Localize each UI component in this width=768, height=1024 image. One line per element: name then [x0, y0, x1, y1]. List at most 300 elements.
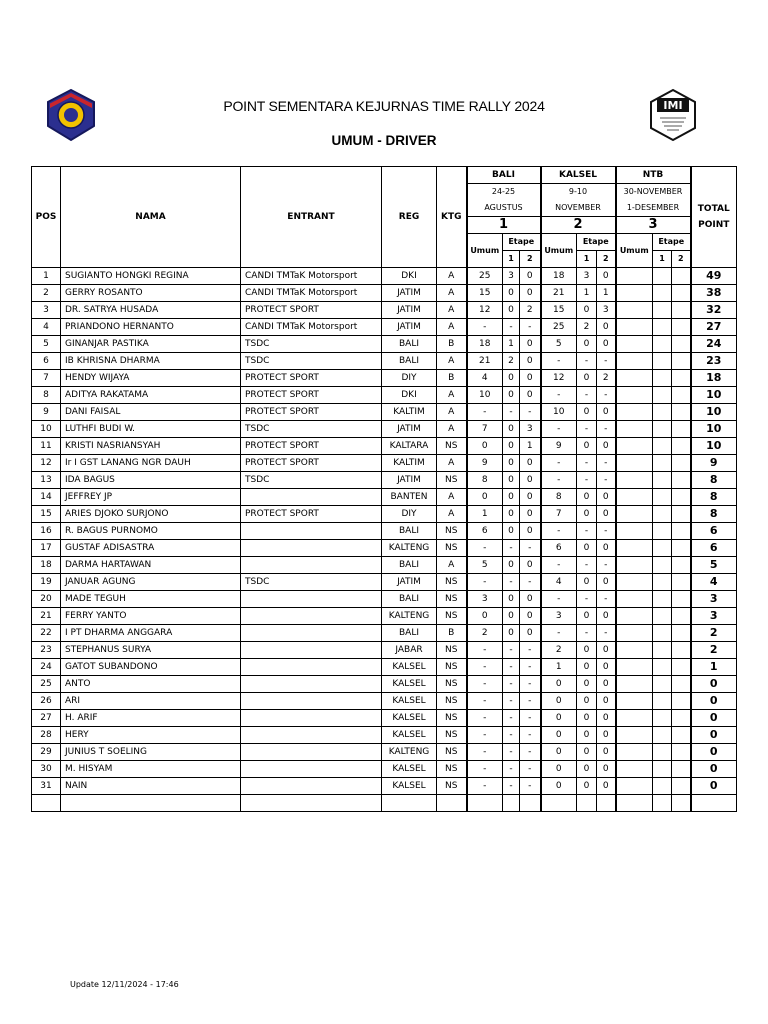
table-row [32, 761, 737, 778]
cell-bali-etape1: 0 [503, 608, 520, 625]
cell-ntb-etape1 [653, 370, 672, 387]
cell-bali-etape1: 3 [503, 268, 520, 285]
cell-ntb-etape1 [653, 353, 672, 370]
cell-ntb-etape2 [672, 795, 691, 812]
cell-bali-etape1: 0 [503, 387, 520, 404]
table-row [32, 387, 737, 404]
cell-bali-etape1: 0 [503, 370, 520, 387]
cell-nama: JANUAR AGUNG [61, 574, 241, 591]
cell-bali-etape2: 0 [520, 268, 541, 285]
cell-total-point: 8 [691, 506, 737, 523]
cell-nama: LUTHFI BUDI W. [61, 421, 241, 438]
cell-entrant: CANDI TMTaK Motorsport [241, 285, 382, 302]
cell-reg: KALTENG [382, 540, 437, 557]
col-header-umum-bali: Umum [467, 234, 503, 268]
cell-nama: STEPHANUS SURYA [61, 642, 241, 659]
cell-bali-etape2: - [520, 710, 541, 727]
cell-pos: 19 [32, 574, 61, 591]
cell-ntb-etape1 [653, 795, 672, 812]
cell-kalsel-umum: - [541, 557, 577, 574]
cell-bali-umum: 12 [467, 302, 503, 319]
cell-bali-etape2: 3 [520, 421, 541, 438]
col-header-etape1-bali: 1 [503, 251, 520, 268]
cell-kalsel-umum: 6 [541, 540, 577, 557]
cell-nama: Ir I GST LANANG NGR DAUH [61, 455, 241, 472]
cell-bali-etape2: 0 [520, 591, 541, 608]
cell-entrant [241, 778, 382, 795]
cell-ktg: B [437, 370, 467, 387]
cell-ktg: NS [437, 676, 467, 693]
event-date2-bali: AGUSTUS [484, 203, 523, 212]
cell-total-point: 0 [691, 744, 737, 761]
cell-bali-umum: 10 [467, 387, 503, 404]
cell-kalsel-etape2: 0 [597, 438, 616, 455]
last-update-timestamp: Update 12/11/2024 - 17:46 [70, 980, 179, 989]
cell-bali-etape1: 0 [503, 421, 520, 438]
cell-bali-umum: - [467, 693, 503, 710]
cell-ktg: NS [437, 778, 467, 795]
cell-pos: 3 [32, 302, 61, 319]
cell-kalsel-umum: 15 [541, 302, 577, 319]
cell-entrant [241, 540, 382, 557]
cell-pos: 8 [32, 387, 61, 404]
cell-ktg: A [437, 404, 467, 421]
cell-total-point: 6 [691, 523, 737, 540]
cell-ntb-etape2 [672, 336, 691, 353]
cell-ntb-etape2 [672, 523, 691, 540]
cell-reg: JATIM [382, 421, 437, 438]
col-header-etape-ntb: Etape [653, 234, 691, 251]
cell-nama: GATOT SUBANDONO [61, 659, 241, 676]
cell-kalsel-etape1: 0 [577, 676, 597, 693]
svg-text:IMI: IMI [663, 99, 683, 112]
cell-reg: KALSEL [382, 710, 437, 727]
cell-ntb-umum [616, 574, 653, 591]
cell-kalsel-umum: 0 [541, 710, 577, 727]
cell-bali-etape2: - [520, 540, 541, 557]
table-row [32, 557, 737, 574]
cell-bali-etape1: 0 [503, 285, 520, 302]
cell-total-point: 0 [691, 778, 737, 795]
cell-kalsel-umum: 1 [541, 659, 577, 676]
cell-ntb-umum [616, 625, 653, 642]
cell-reg: JATIM [382, 574, 437, 591]
cell-entrant: PROTECT SPORT [241, 302, 382, 319]
cell-pos: 12 [32, 455, 61, 472]
cell-ntb-etape1 [653, 404, 672, 421]
cell-ntb-etape1 [653, 302, 672, 319]
cell-kalsel-etape2: 0 [597, 268, 616, 285]
table-row [32, 353, 737, 370]
cell-nama: DANI FAISAL [61, 404, 241, 421]
cell-pos: 29 [32, 744, 61, 761]
cell-kalsel-umum: 10 [541, 404, 577, 421]
cell-ntb-etape1 [653, 659, 672, 676]
table-row [32, 693, 737, 710]
cell-ktg: A [437, 353, 467, 370]
cell-ntb-umum [616, 302, 653, 319]
table-row [32, 285, 737, 302]
cell-ntb-etape1 [653, 591, 672, 608]
cell-bali-etape1 [503, 795, 520, 812]
cell-ktg: A [437, 455, 467, 472]
cell-reg: KALSEL [382, 727, 437, 744]
cell-kalsel-etape2: - [597, 421, 616, 438]
cell-ntb-umum [616, 727, 653, 744]
cell-kalsel-umum: 0 [541, 761, 577, 778]
cell-ntb-etape1 [653, 387, 672, 404]
cell-kalsel-etape1: - [577, 455, 597, 472]
cell-kalsel-etape2: 0 [597, 642, 616, 659]
table-row [32, 591, 737, 608]
cell-ntb-etape2 [672, 693, 691, 710]
cell-kalsel-etape1: 0 [577, 540, 597, 557]
cell-kalsel-etape1: 0 [577, 302, 597, 319]
cell-pos [32, 795, 61, 812]
event-dates-bali [467, 184, 541, 217]
cell-bali-umum: 3 [467, 591, 503, 608]
cell-entrant: TSDC [241, 421, 382, 438]
standings-table [31, 166, 737, 812]
cell-bali-etape2: 0 [520, 523, 541, 540]
cell-bali-umum: 4 [467, 370, 503, 387]
cell-reg: KALTIM [382, 404, 437, 421]
cell-ntb-umum [616, 353, 653, 370]
cell-kalsel-umum: 25 [541, 319, 577, 336]
cell-kalsel-umum: - [541, 591, 577, 608]
cell-total-point: 32 [691, 302, 737, 319]
cell-ktg: NS [437, 438, 467, 455]
cell-reg: KALTENG [382, 608, 437, 625]
page-title: POINT SEMENTARA KEJURNAS TIME RALLY 2024 [223, 98, 545, 114]
col-header-nama: NAMA [61, 167, 241, 268]
cell-bali-umum: - [467, 642, 503, 659]
table-row [32, 438, 737, 455]
cell-ktg: A [437, 319, 467, 336]
cell-total-point: 10 [691, 387, 737, 404]
cell-pos: 23 [32, 642, 61, 659]
cell-pos: 2 [32, 285, 61, 302]
cell-kalsel-etape2: 0 [597, 778, 616, 795]
cell-ntb-etape2 [672, 710, 691, 727]
cell-entrant [241, 676, 382, 693]
cell-total-point: 3 [691, 591, 737, 608]
cell-bali-etape2: 0 [520, 506, 541, 523]
event-date2-ntb: 1-DESEMBER [626, 203, 680, 212]
cell-nama: ADITYA RAKATAMA [61, 387, 241, 404]
table-row [32, 778, 737, 795]
cell-kalsel-etape1: - [577, 353, 597, 370]
cell-kalsel-etape2: - [597, 591, 616, 608]
cell-ktg: A [437, 285, 467, 302]
cell-kalsel-umum: 0 [541, 676, 577, 693]
cell-ntb-etape1 [653, 438, 672, 455]
cell-total-point: 10 [691, 438, 737, 455]
cell-ntb-etape2 [672, 421, 691, 438]
cell-bali-umum: - [467, 404, 503, 421]
cell-ktg: NS [437, 574, 467, 591]
cell-total-point: 10 [691, 404, 737, 421]
col-header-total-line2: POINT [698, 220, 730, 230]
event-name-ntb: NTB [616, 167, 691, 184]
cell-bali-etape1: 0 [503, 557, 520, 574]
cell-pos: 26 [32, 693, 61, 710]
cell-kalsel-etape1: - [577, 625, 597, 642]
cell-ktg: NS [437, 523, 467, 540]
cell-kalsel-etape2 [597, 795, 616, 812]
cell-kalsel-etape2: - [597, 353, 616, 370]
cell-pos: 28 [32, 727, 61, 744]
cell-nama: SUGIANTO HONGKI REGINA [61, 268, 241, 285]
cell-ktg: NS [437, 710, 467, 727]
cell-bali-umum: - [467, 574, 503, 591]
cell-ntb-etape1 [653, 540, 672, 557]
cell-ntb-etape1 [653, 489, 672, 506]
cell-reg: KALSEL [382, 693, 437, 710]
event-round-kalsel: 2 [541, 217, 616, 234]
cell-pos: 7 [32, 370, 61, 387]
cell-total-point: 0 [691, 676, 737, 693]
cell-ktg: NS [437, 591, 467, 608]
cell-entrant: CANDI TMTaK Motorsport [241, 319, 382, 336]
cell-entrant: PROTECT SPORT [241, 506, 382, 523]
cell-nama: IDA BAGUS [61, 472, 241, 489]
cell-bali-etape2: - [520, 761, 541, 778]
cell-bali-etape1: - [503, 659, 520, 676]
cell-entrant: PROTECT SPORT [241, 438, 382, 455]
cell-ktg: A [437, 489, 467, 506]
cell-entrant [241, 642, 382, 659]
cell-reg: BALI [382, 625, 437, 642]
cell-nama: ARIES DJOKO SURJONO [61, 506, 241, 523]
cell-ntb-umum [616, 489, 653, 506]
cell-ntb-etape2 [672, 540, 691, 557]
cell-bali-etape1: - [503, 676, 520, 693]
cell-kalsel-etape2: 0 [597, 489, 616, 506]
cell-kalsel-umum: - [541, 625, 577, 642]
cell-kalsel-umum: 21 [541, 285, 577, 302]
cell-reg: KALSEL [382, 778, 437, 795]
cell-kalsel-etape1: 0 [577, 336, 597, 353]
cell-ntb-etape1 [653, 472, 672, 489]
event-dates-ntb [616, 184, 691, 217]
cell-ntb-umum [616, 540, 653, 557]
table-row [32, 268, 737, 285]
cell-kalsel-etape2: 0 [597, 676, 616, 693]
cell-nama: JUNIUS T SOELING [61, 744, 241, 761]
table-row [32, 676, 737, 693]
cell-ntb-umum [616, 506, 653, 523]
table-row [32, 421, 737, 438]
cell-total-point: 10 [691, 421, 737, 438]
cell-pos: 13 [32, 472, 61, 489]
cell-pos: 11 [32, 438, 61, 455]
cell-kalsel-umum: - [541, 421, 577, 438]
cell-bali-etape2: - [520, 574, 541, 591]
table-row [32, 455, 737, 472]
cell-reg: BALI [382, 353, 437, 370]
cell-ntb-etape2 [672, 574, 691, 591]
cell-ntb-etape2 [672, 506, 691, 523]
cell-nama: I PT DHARMA ANGGARA [61, 625, 241, 642]
cell-reg: KALSEL [382, 676, 437, 693]
cell-reg: JATIM [382, 319, 437, 336]
cell-bali-umum: 8 [467, 472, 503, 489]
cell-total-point: 8 [691, 472, 737, 489]
cell-kalsel-etape2: - [597, 625, 616, 642]
cell-pos: 24 [32, 659, 61, 676]
cell-kalsel-etape2: 0 [597, 727, 616, 744]
cell-entrant: TSDC [241, 574, 382, 591]
cell-pos: 1 [32, 268, 61, 285]
cell-nama: KRISTI NASRIANSYAH [61, 438, 241, 455]
col-header-etape1-ntb: 1 [653, 251, 672, 268]
cell-ntb-etape1 [653, 642, 672, 659]
cell-ntb-etape2 [672, 353, 691, 370]
table-row [32, 625, 737, 642]
cell-pos: 9 [32, 404, 61, 421]
cell-kalsel-umum: 9 [541, 438, 577, 455]
cell-nama: HERY [61, 727, 241, 744]
cell-pos: 5 [32, 336, 61, 353]
cell-ntb-etape1 [653, 523, 672, 540]
cell-kalsel-umum: - [541, 523, 577, 540]
cell-bali-etape2: 0 [520, 472, 541, 489]
cell-ntb-umum [616, 387, 653, 404]
cell-ntb-etape2 [672, 761, 691, 778]
cell-kalsel-etape2: 0 [597, 336, 616, 353]
table-row [32, 727, 737, 744]
cell-bali-etape1: 0 [503, 302, 520, 319]
event-date2-kalsel: NOVEMBER [555, 203, 601, 212]
cell-bali-etape2: 0 [520, 336, 541, 353]
cell-total-point: 6 [691, 540, 737, 557]
cell-nama: JEFFREY JP [61, 489, 241, 506]
cell-kalsel-etape2: - [597, 387, 616, 404]
cell-ntb-etape2 [672, 625, 691, 642]
cell-ntb-etape2 [672, 778, 691, 795]
cell-ntb-etape1 [653, 778, 672, 795]
cell-reg: KALSEL [382, 761, 437, 778]
cell-kalsel-umum: 0 [541, 727, 577, 744]
cell-bali-etape1: - [503, 761, 520, 778]
cell-nama: MADE TEGUH [61, 591, 241, 608]
table-row [32, 506, 737, 523]
cell-ntb-umum [616, 438, 653, 455]
cell-entrant [241, 591, 382, 608]
cell-pos: 15 [32, 506, 61, 523]
cell-bali-etape2: - [520, 727, 541, 744]
cell-kalsel-umum: - [541, 387, 577, 404]
cell-ntb-etape1 [653, 693, 672, 710]
cell-ntb-etape1 [653, 676, 672, 693]
cell-nama: GUSTAF ADISASTRA [61, 540, 241, 557]
cell-total-point: 2 [691, 625, 737, 642]
cell-ntb-umum [616, 455, 653, 472]
cell-kalsel-umum: 0 [541, 693, 577, 710]
cell-reg: JATIM [382, 285, 437, 302]
table-row [32, 540, 737, 557]
cell-kalsel-etape2: 0 [597, 506, 616, 523]
cell-reg: KALTARA [382, 438, 437, 455]
cell-bali-etape1: 0 [503, 506, 520, 523]
cell-ktg: NS [437, 659, 467, 676]
col-header-pos: POS [32, 167, 61, 268]
cell-reg: JATIM [382, 302, 437, 319]
cell-ntb-umum [616, 472, 653, 489]
cell-entrant: PROTECT SPORT [241, 455, 382, 472]
cell-ntb-umum [616, 659, 653, 676]
event-date1-bali: 24-25 [491, 187, 516, 196]
cell-reg [382, 795, 437, 812]
cell-ntb-umum [616, 608, 653, 625]
cell-ntb-etape2 [672, 608, 691, 625]
cell-bali-etape1: - [503, 727, 520, 744]
cell-nama: DARMA HARTAWAN [61, 557, 241, 574]
cell-ntb-etape1 [653, 727, 672, 744]
cell-ntb-umum [616, 676, 653, 693]
col-header-total-line1: TOTAL [697, 204, 730, 214]
cell-bali-etape1: - [503, 574, 520, 591]
cell-kalsel-etape1: 0 [577, 778, 597, 795]
cell-ntb-etape2 [672, 370, 691, 387]
cell-pos: 18 [32, 557, 61, 574]
cell-kalsel-etape1: 0 [577, 370, 597, 387]
col-header-etape2-kalsel: 2 [597, 251, 616, 268]
cell-reg: DIY [382, 370, 437, 387]
cell-bali-etape2: 0 [520, 557, 541, 574]
cell-bali-umum: - [467, 319, 503, 336]
cell-bali-umum: 0 [467, 438, 503, 455]
cell-total-point: 3 [691, 608, 737, 625]
cell-bali-umum: - [467, 659, 503, 676]
cell-kalsel-etape2: - [597, 557, 616, 574]
cell-kalsel-etape2: 3 [597, 302, 616, 319]
cell-ntb-etape2 [672, 302, 691, 319]
cell-kalsel-etape1: - [577, 421, 597, 438]
page-subtitle: UMUM - DRIVER [331, 133, 437, 148]
cell-ntb-etape1 [653, 421, 672, 438]
cell-kalsel-umum: 18 [541, 268, 577, 285]
cell-total-point: 0 [691, 710, 737, 727]
cell-ktg: A [437, 506, 467, 523]
cell-entrant [241, 523, 382, 540]
cell-ntb-etape2 [672, 642, 691, 659]
cell-total-point: 5 [691, 557, 737, 574]
cell-bali-umum: 18 [467, 336, 503, 353]
cell-bali-etape1: - [503, 744, 520, 761]
col-header-etape-kalsel: Etape [577, 234, 616, 251]
cell-reg: KALSEL [382, 659, 437, 676]
cell-total-point: 18 [691, 370, 737, 387]
cell-pos: 20 [32, 591, 61, 608]
cell-bali-etape2: 0 [520, 625, 541, 642]
cell-total-point: 24 [691, 336, 737, 353]
cell-bali-etape1: - [503, 642, 520, 659]
cell-kalsel-etape1: 0 [577, 727, 597, 744]
empty-table-row [32, 795, 737, 812]
cell-ntb-umum [616, 268, 653, 285]
cell-ktg: NS [437, 693, 467, 710]
cell-entrant [241, 727, 382, 744]
cell-ktg: NS [437, 608, 467, 625]
cell-entrant: CANDI TMTaK Motorsport [241, 268, 382, 285]
col-header-entrant: ENTRANT [241, 167, 382, 268]
cell-ntb-etape2 [672, 285, 691, 302]
cell-total-point: 0 [691, 693, 737, 710]
cell-kalsel-umum: - [541, 353, 577, 370]
cell-ntb-umum [616, 710, 653, 727]
